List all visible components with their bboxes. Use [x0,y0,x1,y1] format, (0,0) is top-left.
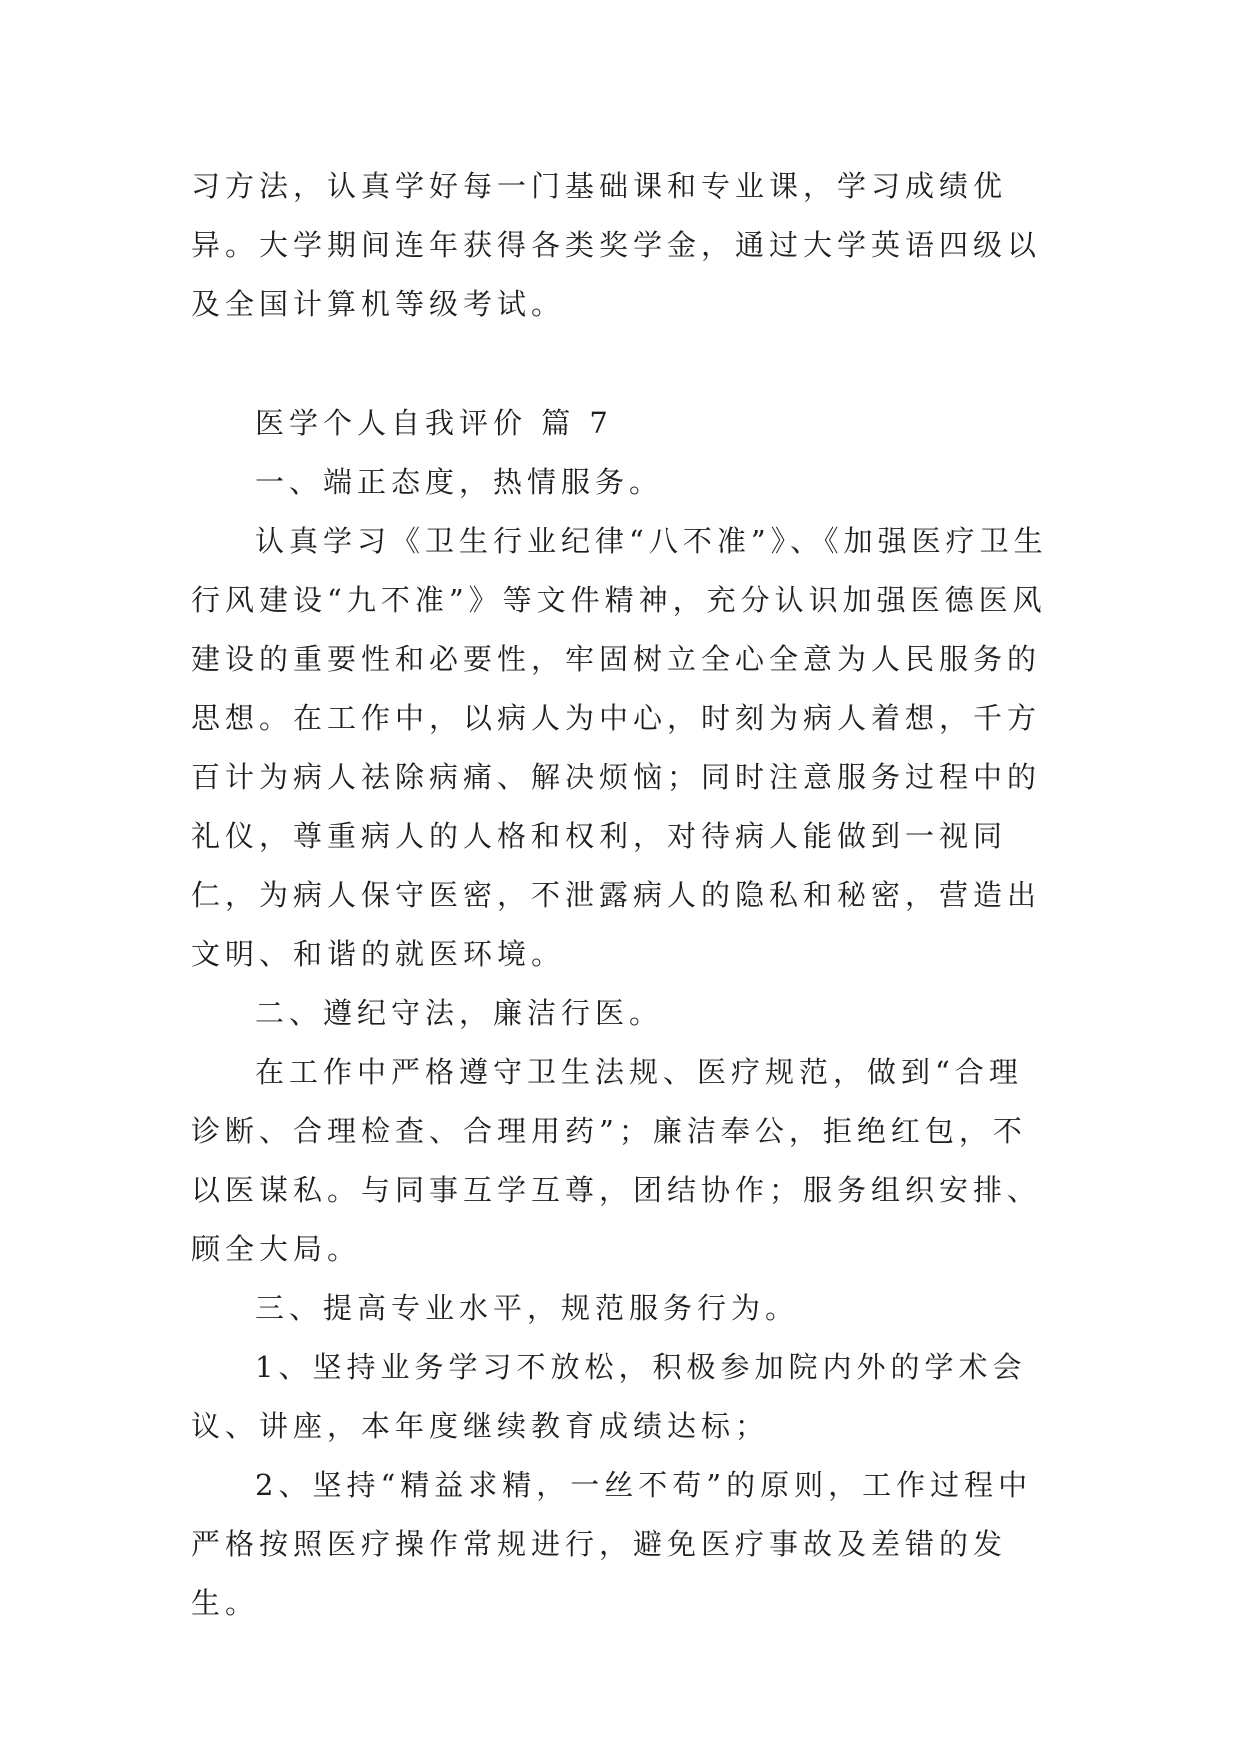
section-title: 医学个人自我评价 篇 7 [255,406,613,440]
paragraph-law-compliance: 在工作中严格遵守卫生法规、医疗规范，做到“合理诊断、合理检查、合理用药”；廉洁奉公，拒绝红包，不以医谋私。与同事互学互尊，团结协作；服务组织安排、顾全大局。 [191,1055,1042,1266]
paragraph-precision-principle: 2、坚持“精益求精，一丝不苟”的原则，工作过程中严格按照医疗操作常规进行，避免医疗事故及差错的发生。 [191,1468,1033,1620]
paragraph-continuing-education: 1、坚持业务学习不放松，积极参加院内外的学术会议、讲座，本年度继续教育成绩达标； [191,1350,1027,1443]
paragraph-ethics-study: 认真学习《卫生行业纪律“八不准”》、《加强医疗卫生行风建设“九不准”》等文件精神，充分认识加强医德医风建设的重要性和必要性，牢固树立全心全意为人民服务的思想。在工作中，以病人为中心，时刻为病人着想，千方百计为病人祛除病痛、解决烦恼；同时注意服务过程中的礼仪，尊重病人的人格和权利，对待病人能做到一视同仁，为病人保守医密，不泄露病人的隐私和秘密，营造出文明、和谐的就医环境。 [191,524,1048,971]
heading-professional-level: 三、提高专业水平，规范服务行为。 [255,1291,800,1325]
intro-continuation-paragraph: 习方法，认真学好每一门基础课和专业课，学习成绩优异。大学期间连年获得各类奖学金，通过大学英语四级以及全国计算机等级考试。 [191,169,1042,321]
heading-law-compliance: 二、遵纪守法，廉洁行医。 [255,996,664,1030]
section-7 [191,394,1051,1633]
previous-section-tail [191,157,1051,334]
heading-attitude: 一、端正态度，热情服务。 [255,465,664,499]
